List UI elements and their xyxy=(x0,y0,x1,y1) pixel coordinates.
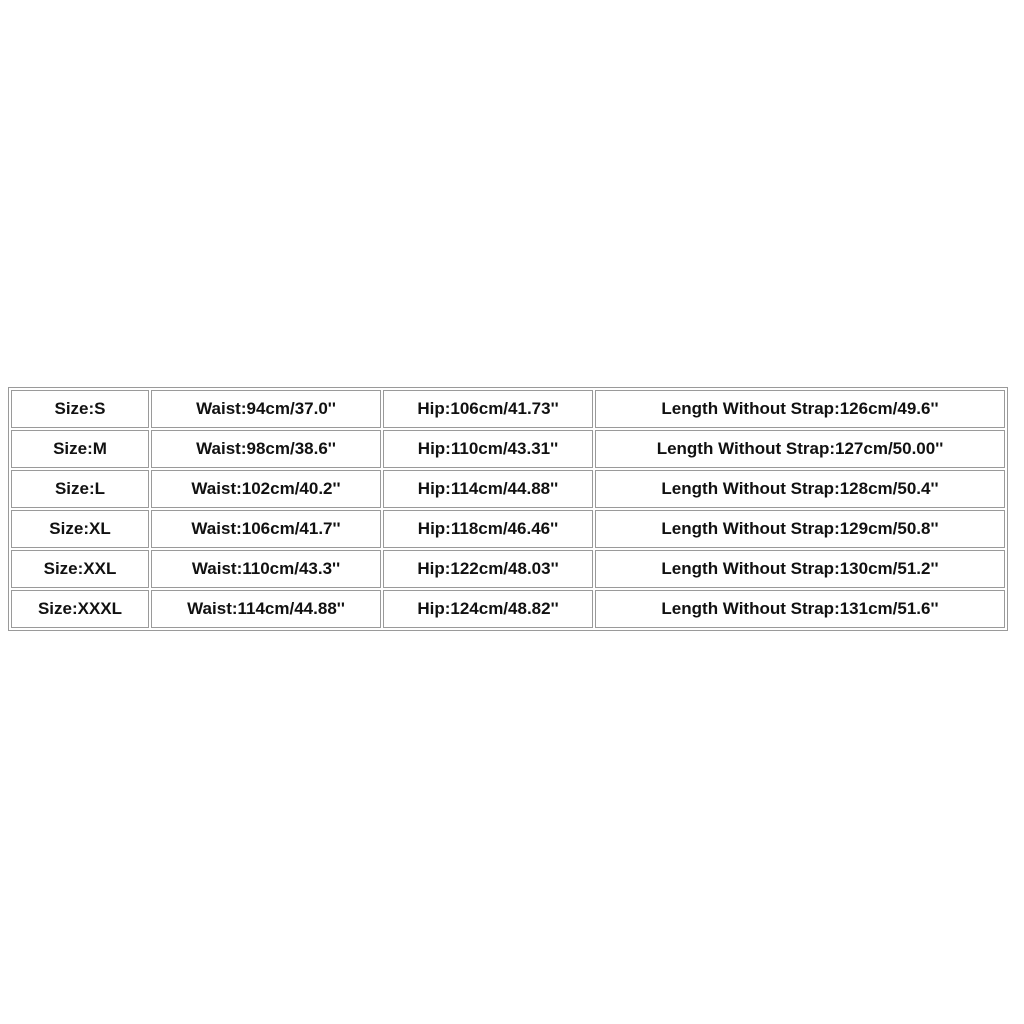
table-row xyxy=(11,470,1005,508)
length-cell: Length Without Strap:131cm/51.6'' xyxy=(595,590,1005,628)
waist-cell: Waist:102cm/40.2'' xyxy=(151,470,381,508)
hip-cell: Hip:118cm/46.46'' xyxy=(383,510,593,548)
size-cell: Size:L xyxy=(11,470,149,508)
waist-cell: Waist:114cm/44.88'' xyxy=(151,590,381,628)
hip-cell: Hip:114cm/44.88'' xyxy=(383,470,593,508)
size-cell: Size:XL xyxy=(11,510,149,548)
hip-cell: Hip:106cm/41.73'' xyxy=(383,390,593,428)
size-cell: Size:XXXL xyxy=(11,590,149,628)
waist-cell: Waist:106cm/41.7'' xyxy=(151,510,381,548)
length-cell: Length Without Strap:129cm/50.8'' xyxy=(595,510,1005,548)
length-cell: Length Without Strap:127cm/50.00'' xyxy=(595,430,1005,468)
table-row xyxy=(11,590,1005,628)
size-cell: Size:XXL xyxy=(11,550,149,588)
size-cell: Size:S xyxy=(11,390,149,428)
length-cell: Length Without Strap:126cm/49.6'' xyxy=(595,390,1005,428)
table-row xyxy=(11,550,1005,588)
length-cell: Length Without Strap:128cm/50.4'' xyxy=(595,470,1005,508)
waist-cell: Waist:110cm/43.3'' xyxy=(151,550,381,588)
table-row xyxy=(11,510,1005,548)
size-cell: Size:M xyxy=(11,430,149,468)
length-cell: Length Without Strap:130cm/51.2'' xyxy=(595,550,1005,588)
size-chart-table xyxy=(8,387,1008,631)
waist-cell: Waist:98cm/38.6'' xyxy=(151,430,381,468)
table-row xyxy=(11,390,1005,428)
table-row xyxy=(11,430,1005,468)
waist-cell: Waist:94cm/37.0'' xyxy=(151,390,381,428)
hip-cell: Hip:122cm/48.03'' xyxy=(383,550,593,588)
hip-cell: Hip:124cm/48.82'' xyxy=(383,590,593,628)
hip-cell: Hip:110cm/43.31'' xyxy=(383,430,593,468)
